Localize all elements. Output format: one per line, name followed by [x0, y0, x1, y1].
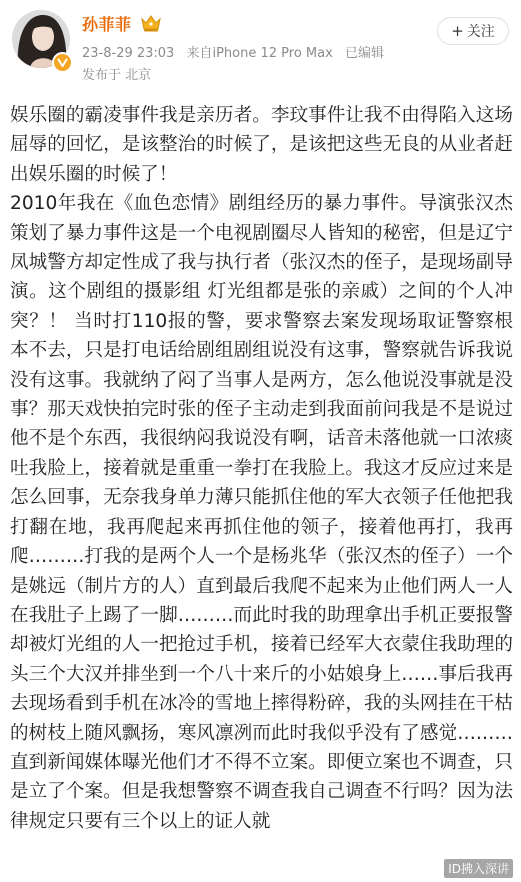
post-paragraph: 2010年我在《血色恋情》剧组经历的暴力事件。导演张汉杰策划了暴力事件这是一个电视剧圈尽人皆知的秘密，但是辽宁凤城警方却定性成了我与执行者（张汉杰的侄子，是现场副导演。这个剧组的摄影组 灯光组都是张的亲戚）之间的个人冲突？！ 当时打110报的警，要求警察去案发现场取证警察根本不去，只是打电话给剧组剧组说没有这事，警察就告诉我说没有这事。我就纳了闷了当事人是两方，怎么他说没事就是没事？那天戏快拍完时张的侄子主动走到我面前问我是不是说过他不是个东西，我很纳闷我说没有啊，话音未落他就一口浓痰吐我脸上，接着就是重重一拳打在我脸上。我这才反应过来是怎么回事，无奈我身单力薄只能抓住他的军大衣领子任他把我打翻在地，我再爬起来再抓住他的领子，接着他再打，我再爬………打我的是两个人一个是杨兆华（张汉杰的侄子）一个是姚远（制片方的人）直到最后我爬不起来为止他们两人一人在我肚子上踢了一脚………而此时我的助理拿出手机正要报警却被灯光组的人一把抢过手机，接着已经军大衣蒙住我助理的头三个大汉并排坐到一个八十来斤的小姑娘身上……事后我再去现场看到手机在冰冷的雪地上摔得粉碎，我的头网挂在干枯的树枝上随风飘扬，寒风凛冽而此时我似乎没有了感觉………直到新闻媒体曝光他们才不得不立案。即便立案也不调查，只是立了个案。但是我想警察不调查我自己调查不行吗？因为法律规定只要有三个以上的证人就 — [10, 193, 513, 832]
post-meta — [82, 42, 392, 61]
post-timestamp: 23-8-29 23:03 — [82, 46, 175, 61]
verified-v-icon — [52, 52, 73, 73]
follow-button[interactable] — [437, 17, 509, 45]
post-header — [0, 0, 521, 88]
edited-label: 已编辑 — [344, 46, 384, 61]
follow-button-label: 关注 — [466, 24, 495, 40]
post-paragraph: 娱乐圈的霸凌事件我是亲历者。李玟事件让我不由得陷入这场屈辱的回忆，是该整治的时候了，是该把这些无良的从业者赶出娱乐圈的时候了！ — [10, 105, 513, 185]
username[interactable]: 孙菲菲 — [82, 15, 132, 34]
post-source: 来自iPhone 12 Pro Max — [186, 46, 333, 61]
plus-icon: + — [451, 21, 464, 40]
post-location: 发布于 北京 — [82, 68, 152, 83]
post-body — [10, 101, 513, 836]
watermark: ID拂入深讲 — [444, 859, 513, 878]
crown-icon — [140, 13, 162, 33]
